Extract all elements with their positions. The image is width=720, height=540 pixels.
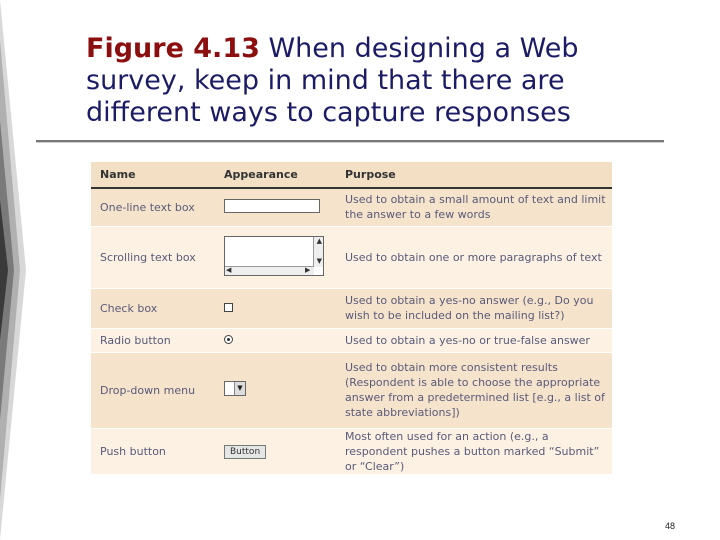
- row-purpose: Used to obtain a yes-no answer (e.g., Do you wish to be included on the mailing list?): [336, 288, 612, 328]
- chevron-down-icon: ▼: [234, 382, 245, 395]
- row-appearance: [215, 328, 336, 352]
- row-appearance: [215, 288, 336, 328]
- row-name: Scrolling text box: [91, 226, 215, 288]
- row-name: One-line text box: [91, 188, 215, 226]
- table-row: [91, 288, 612, 328]
- row-appearance: [215, 226, 336, 288]
- row-name: Radio button: [91, 328, 215, 352]
- figure-caption: When designing a Web survey, keep in mind that there are different ways to capture responses: [86, 33, 579, 128]
- drop-down-sample: [224, 381, 246, 396]
- row-appearance: [215, 188, 336, 226]
- row-name: Check box: [91, 288, 215, 328]
- scrolling-text-box-sample: [224, 236, 324, 276]
- figure-label: Figure 4.13: [86, 33, 260, 64]
- row-appearance: [215, 352, 336, 428]
- survey-input-types-table: [91, 162, 612, 475]
- title-divider-shadow: [36, 142, 664, 143]
- table-row: [91, 188, 612, 226]
- scroll-left-arrow-icon: ◀: [226, 265, 232, 274]
- row-purpose: Used to obtain one or more paragraphs of text: [336, 226, 612, 288]
- page-number: 48: [665, 521, 676, 531]
- row-purpose: Used to obtain a small amount of text and limit the answer to a few words: [336, 188, 612, 226]
- scroll-up-arrow-icon: ▲: [316, 236, 322, 245]
- table-row: [91, 428, 612, 474]
- scroll-right-arrow-icon: ▶: [305, 265, 311, 274]
- row-name: Drop-down menu: [91, 352, 215, 428]
- horizontal-scrollbar: [225, 266, 314, 275]
- header-appearance: Appearance: [215, 162, 336, 188]
- header-name: Name: [91, 162, 215, 188]
- table-row: [91, 328, 612, 352]
- header-purpose: Purpose: [336, 162, 612, 188]
- row-name: Push button: [91, 428, 215, 474]
- push-button-sample: Button: [224, 445, 266, 459]
- table-header-row: [91, 162, 612, 188]
- row-purpose: Used to obtain more consistent results (Respondent is able to choose the appropriate answer from a predetermined list [e.g., a list of state abbreviations]): [336, 352, 612, 428]
- decorative-border: [0, 0, 30, 540]
- table-row: [91, 226, 612, 288]
- scroll-down-arrow-icon: ▼: [316, 256, 322, 265]
- slide-title: [86, 33, 686, 129]
- text-box-sample: [224, 199, 320, 213]
- row-purpose: Used to obtain a yes-no or true-false answer: [336, 328, 612, 352]
- row-purpose: Most often used for an action (e.g., a respondent pushes a button marked “Submit” or “Clear”): [336, 428, 612, 474]
- table-row: [91, 352, 612, 428]
- radio-button-sample: [224, 335, 233, 344]
- checkbox-sample: [224, 303, 233, 312]
- row-appearance: [215, 428, 336, 474]
